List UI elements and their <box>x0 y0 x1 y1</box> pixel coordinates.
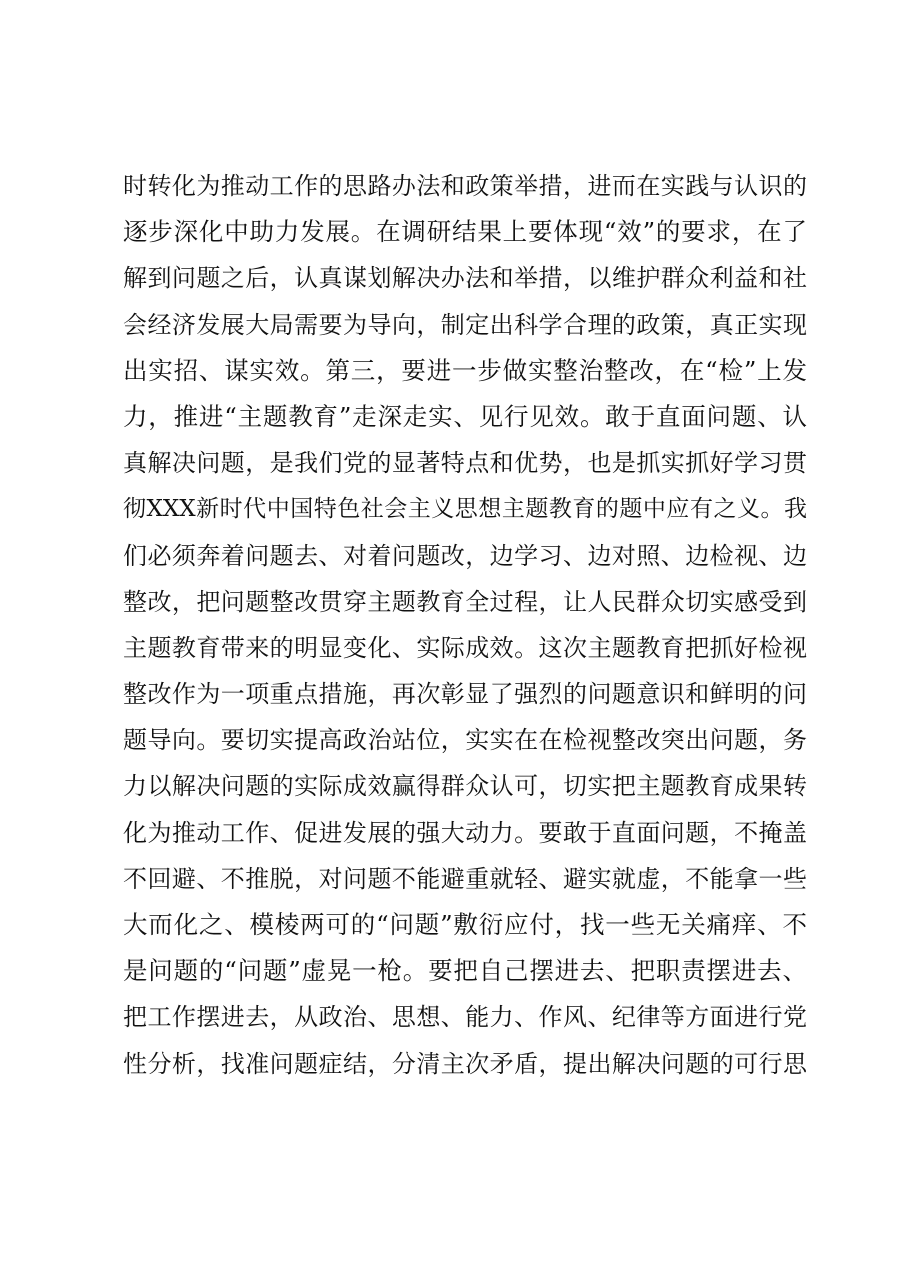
text-line: 把工作摆进去，从政治、思想、能力、作风、纪律等方面进行党 <box>123 1003 807 1032</box>
text-line: 会经济发展大局需要为导向，制定出科学合理的政策，真正实现 <box>123 310 807 339</box>
text-line: 整改作为一项重点措施，再次彰显了强烈的问题意识和鲜明的问 <box>123 680 807 709</box>
text-line: 主题教育带来的明显变化、实际成效。这次主题教育把抓好检视 <box>123 633 807 662</box>
text-line: 逐步深化中助力发展。在调研结果上要体现“效”的要求，在了 <box>123 217 807 247</box>
body-text <box>123 163 807 1087</box>
text-line: 是问题的“问题”虚晃一枪。要把自己摆进去、把职责摆进去、 <box>123 956 807 986</box>
text-line: 真解决问题，是我们党的显著特点和优势，也是抓实抓好学习贯 <box>123 449 807 478</box>
text-line: 题导向。要切实提高政治站位，实实在在检视整改突出问题，务 <box>123 726 807 755</box>
text-line: 化为推动工作、促进发展的强大动力。要敢于直面问题，不掩盖 <box>123 818 807 847</box>
text-line: 力，推进“主题教育”走深走实、见行见效。敢于直面问题、认 <box>123 401 807 431</box>
text-line: 大而化之、模棱两可的“问题”敷衍应付，找一些无关痛痒、不 <box>123 910 807 939</box>
text-line: 们必须奔着问题去、对着问题改，边学习、边对照、边检视、边 <box>123 541 807 570</box>
text-line: 不回避、不推脱，对问题不能避重就轻、避实就虚，不能拿一些 <box>123 864 807 893</box>
text-line: 整改，把问题整改贯穿主题教育全过程，让人民群众切实感受到 <box>123 587 807 616</box>
text-line: 出实招、谋实效。第三，要进一步做实整治整改，在“检”上发 <box>123 355 807 385</box>
text-line: 时转化为推动工作的思路办法和政策举措，进而在实践与认识的 <box>123 172 807 200</box>
text-line: 彻XXX新时代中国特色社会主义思想主题教育的题中应有之义。我 <box>123 496 807 523</box>
text-line: 性分析，找准问题症结，分清主次矛盾，提出解决问题的可行思 <box>123 1049 807 1078</box>
text-line: 力以解决问题的实际成效赢得群众认可，切实把主题教育成果转 <box>123 772 807 801</box>
text-line: 解到问题之后，认真谋划解决办法和举措，以维护群众利益和社 <box>123 264 807 293</box>
